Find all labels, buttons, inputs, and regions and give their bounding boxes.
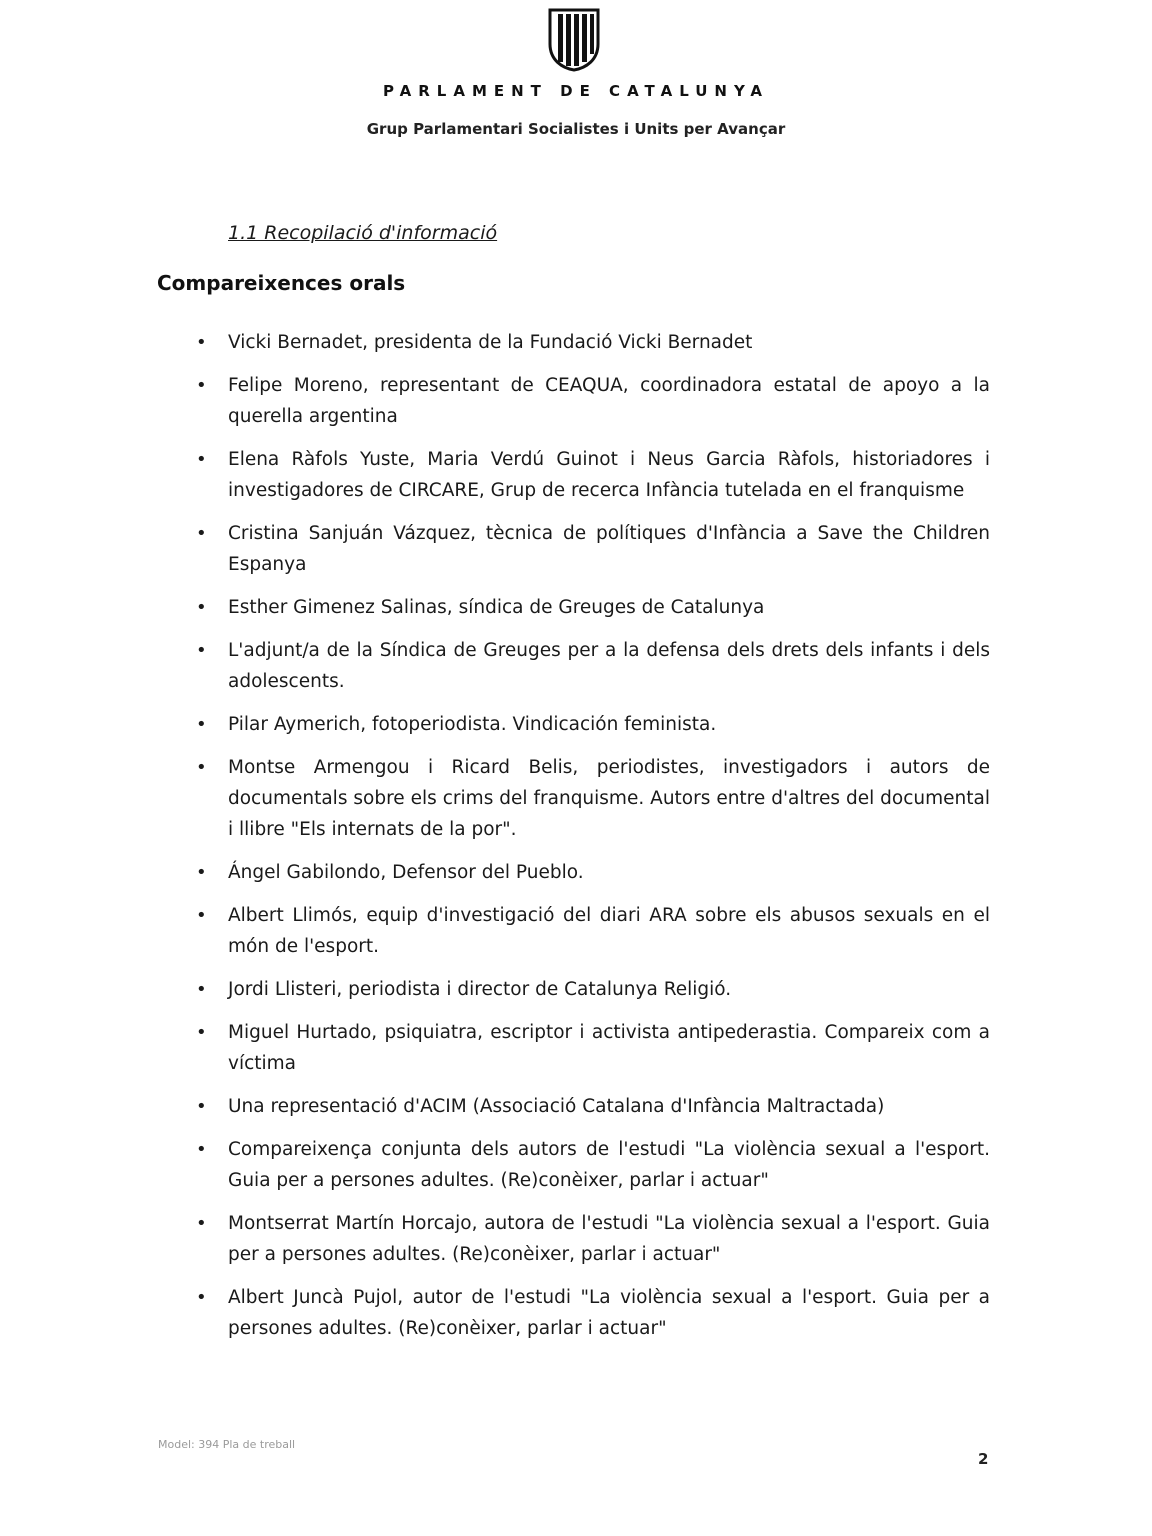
bullet-icon: • [196, 597, 207, 618]
section-heading: 1.1 Recopilació d'informació [228, 222, 498, 244]
list-item-text: Jordi Llisteri, periodista i director de Catalunya Religió. [228, 979, 732, 1000]
bullet-icon: • [196, 757, 207, 778]
list-item [196, 327, 990, 358]
footer-model-label: Model: 394 Pla de treball [158, 1438, 296, 1451]
list-item-text: Pilar Aymerich, fotoperiodista. Vindicación feminista. [228, 714, 717, 735]
list-item [196, 1091, 990, 1122]
appearances-list [196, 327, 990, 1356]
list-item [196, 1208, 990, 1270]
parliamentary-group-name: Grup Parlamentari Socialistes i Units per Avançar [366, 120, 786, 138]
list-item [196, 518, 990, 580]
list-item-text: Vicki Bernadet, presidenta de la Fundació Vicki Bernadet [228, 332, 753, 353]
organization-name: PARLAMENT DE CATALUNYA [383, 82, 769, 100]
list-item [196, 857, 990, 888]
bullet-icon: • [196, 979, 207, 1000]
list-item [196, 709, 990, 740]
list-item [196, 1017, 990, 1079]
list-item-text: Miguel Hurtado, psiquiatra, escriptor i activista antipederastia. Compareix com a víctima [228, 1022, 990, 1074]
bullet-icon: • [196, 523, 207, 544]
bullet-icon: • [196, 1287, 207, 1308]
list-item-text: Cristina Sanjuán Vázquez, tècnica de polítiques d'Infància a Save the Children Espanya [228, 523, 990, 575]
parliament-emblem-icon [544, 6, 604, 72]
list-item [196, 370, 990, 432]
bullet-icon: • [196, 449, 207, 470]
list-item-text: Compareixença conjunta dels autors de l'estudi "La violència sexual a l'esport. Guia per a persones adultes. (Re)conèixer, parlar i actuar" [228, 1139, 990, 1191]
list-item [196, 974, 990, 1005]
list-item-text: Montserrat Martín Horcajo, autora de l'estudi "La violència sexual a l'esport. Guia per a persones adultes. (Re)conèixer, parlar i actuar" [228, 1213, 990, 1265]
bullet-icon: • [196, 1213, 207, 1234]
list-item-text: Elena Ràfols Yuste, Maria Verdú Guinot i Neus Garcia Ràfols, historiadores i investigadores de CIRCARE, Grup de recerca Infància tutelada en el franquisme [228, 449, 990, 501]
bullet-icon: • [196, 905, 207, 926]
list-item [196, 1282, 990, 1344]
subsection-title: Compareixences orals [157, 271, 406, 295]
list-item [196, 635, 990, 697]
list-item [196, 1134, 990, 1196]
bullet-icon: • [196, 332, 207, 353]
bullet-icon: • [196, 1139, 207, 1160]
list-item [196, 592, 990, 623]
list-item-text: Ángel Gabilondo, Defensor del Pueblo. [228, 862, 584, 883]
bullet-icon: • [196, 714, 207, 735]
page-number: 2 [978, 1450, 989, 1468]
bullet-icon: • [196, 640, 207, 661]
list-item-text: L'adjunt/a de la Síndica de Greuges per a la defensa dels drets dels infants i dels adolescents. [228, 640, 990, 692]
list-item-text: Felipe Moreno, representant de CEAQUA, coordinadora estatal de apoyo a la querella argentina [228, 375, 990, 427]
list-item-text: Una representació d'ACIM (Associació Catalana d'Infància Maltractada) [228, 1096, 885, 1117]
bullet-icon: • [196, 1096, 207, 1117]
list-item [196, 752, 990, 845]
list-item-text: Albert Llimós, equip d'investigació del diari ARA sobre els abusos sexuals en el món de l'esport. [228, 905, 990, 957]
bullet-icon: • [196, 862, 207, 883]
bullet-icon: • [196, 1022, 207, 1043]
bullet-icon: • [196, 375, 207, 396]
list-item-text: Albert Juncà Pujol, autor de l'estudi "La violència sexual a l'esport. Guia per a persones adultes. (Re)conèixer, parlar i actuar" [228, 1287, 990, 1339]
list-item [196, 900, 990, 962]
list-item-text: Montse Armengou i Ricard Belis, periodistes, investigadors i autors de documentals sobre els crims del franquisme. Autors entre d'altres del documental i llibre "Els internats de la por". [228, 757, 990, 840]
list-item [196, 444, 990, 506]
list-item-text: Esther Gimenez Salinas, síndica de Greuges de Catalunya [228, 597, 765, 618]
